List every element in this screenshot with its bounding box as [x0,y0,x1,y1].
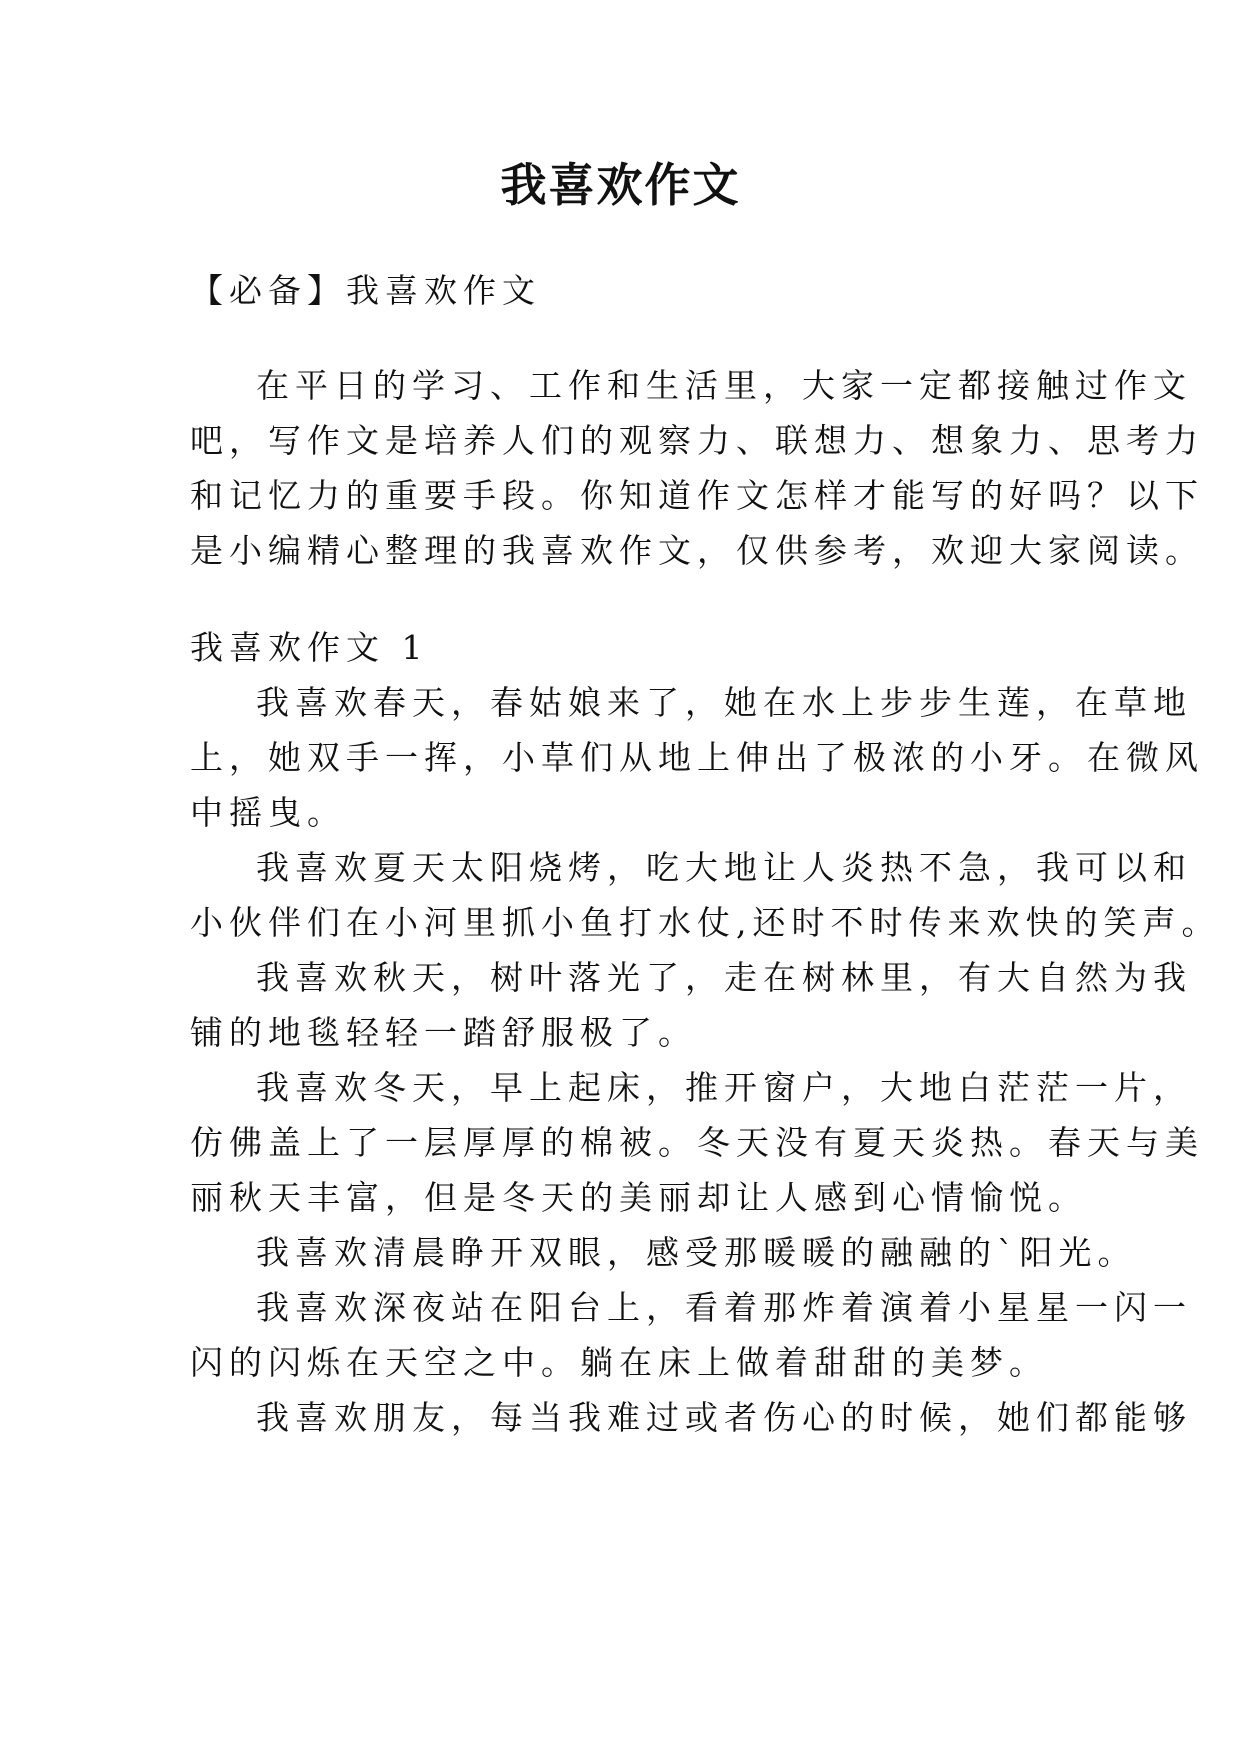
intro-line: 吧，写作文是培养人们的观察力、联想力、想象力、思考力 [190,421,1204,460]
document-subtitle: 【必备】我喜欢作文 [190,271,541,310]
body-line: 我喜欢清晨睁开双眼，感受那暖暖的融融的`阳光。 [256,1233,1137,1272]
body-line: 小伙伴们在小河里抓小鱼打水仗,还时不时传来欢快的笑声。 [190,903,1221,942]
body-line: 上，她双手一挥，小草们从地上伸出了极浓的小牙。在微风 [190,738,1204,777]
body-line: 闪的闪烁在天空之中。躺在床上做着甜甜的美梦。 [190,1343,1048,1382]
body-line: 我喜欢朋友，每当我难过或者伤心的时候，她们都能够 [256,1398,1192,1437]
body-line: 我喜欢深夜站在阳台上，看着那炸着演着小星星一闪一 [256,1288,1192,1327]
body-line: 仿佛盖上了一层厚厚的棉被。冬天没有夏天炎热。春天与美 [190,1123,1204,1162]
document-title: 我喜欢作文 [500,158,741,212]
body-line: 我喜欢秋天，树叶落光了，走在树林里，有大自然为我 [256,958,1192,997]
body-line: 我喜欢春天，春姑娘来了，她在水上步步生莲，在草地 [256,683,1192,722]
body-line: 我喜欢夏天太阳烧烤，吃大地让人炎热不急，我可以和 [256,848,1192,887]
intro-line: 是小编精心整理的我喜欢作文，仅供参考，欢迎大家阅读。 [190,531,1204,570]
body-line: 我喜欢冬天，早上起床，推开窗户，大地白茫茫一片， [256,1068,1192,1107]
body-line: 丽秋天丰富，但是冬天的美丽却让人感到心情愉悦。 [190,1178,1087,1217]
intro-line: 在平日的学习、工作和生活里，大家一定都接触过作文 [256,366,1192,405]
intro-line: 和记忆力的重要手段。你知道作文怎样才能写的好吗？以下 [190,476,1204,515]
body-line: 中摇曳。 [190,793,346,832]
body-line: 铺的地毯轻轻一踏舒服极了。 [190,1013,697,1052]
section-heading: 我喜欢作文 1 [190,628,429,667]
